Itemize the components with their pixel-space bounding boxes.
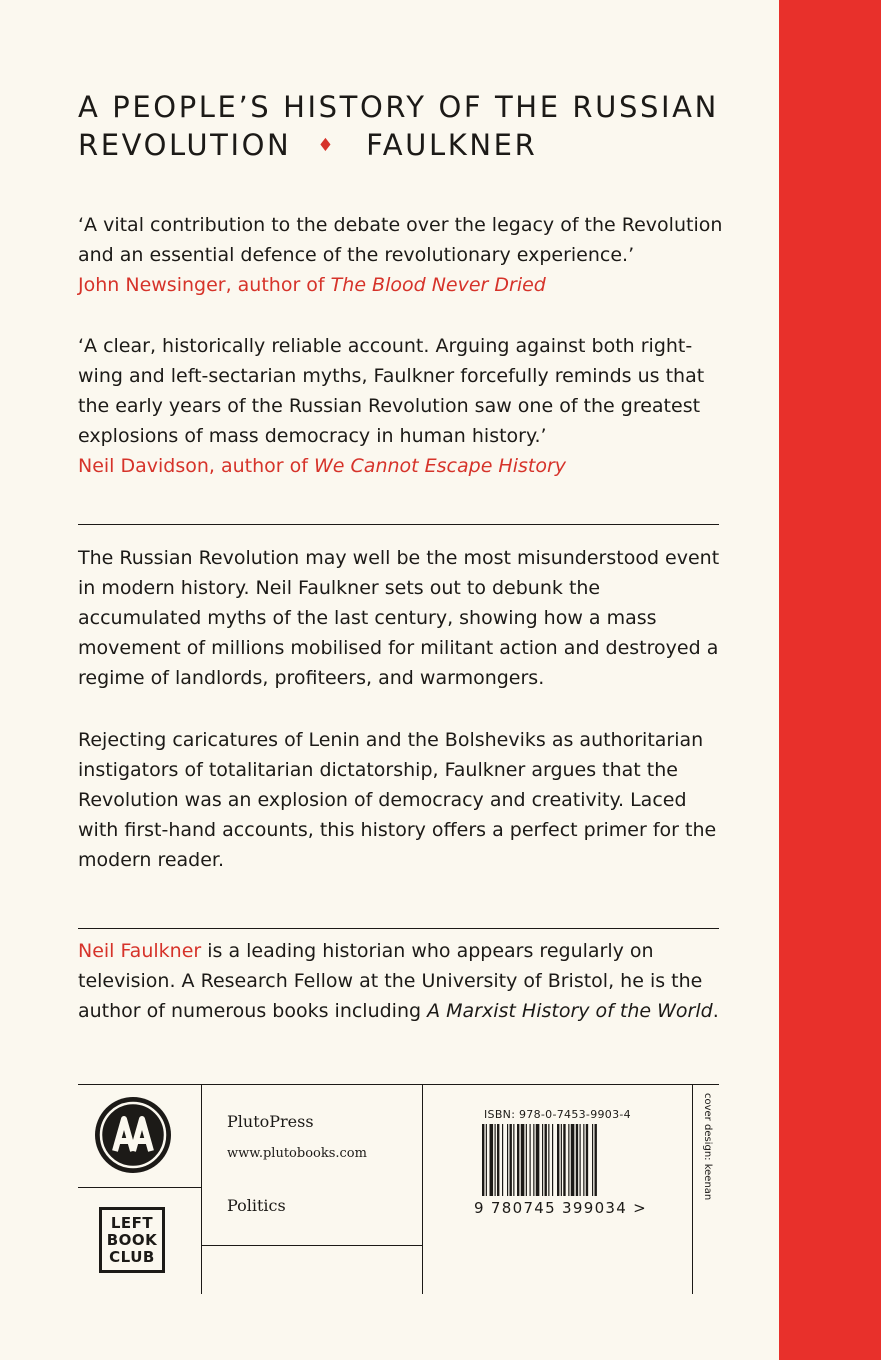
quote-attribution: Neil Davidson, author of We Cannot Escape History	[78, 455, 567, 477]
book-title	[78, 88, 738, 169]
barcode-bar	[542, 1124, 543, 1196]
quote-attribution: John Newsinger, author of The Blood Never Dried	[78, 274, 546, 296]
barcode-bar	[563, 1124, 565, 1196]
barcode-bar	[568, 1124, 569, 1196]
barcode-bar	[530, 1124, 531, 1196]
barcode-bar	[510, 1124, 512, 1196]
quote-text: ‘A vital contribution to the debate over the legacy of the Revolution and an essential defence of the revolutionary experience.’	[78, 214, 723, 266]
book-category: Politics	[227, 1196, 286, 1215]
title-author: FAULKNER	[366, 128, 538, 162]
divider	[78, 928, 719, 929]
title-line-2: REVOLUTION	[78, 128, 292, 162]
divider	[78, 524, 719, 525]
barcode-bar	[495, 1124, 496, 1196]
barcode-bar	[592, 1124, 593, 1196]
barcode-bar	[490, 1124, 494, 1196]
red-spine-strip	[779, 0, 881, 1360]
footer-divider	[201, 1245, 422, 1246]
barcode-bar	[595, 1124, 597, 1196]
footer-divider	[422, 1084, 423, 1294]
isbn-label: ISBN: 978-0-7453-9903-4	[484, 1108, 631, 1121]
barcode-bar	[586, 1124, 588, 1196]
barcode-bar	[571, 1124, 575, 1196]
diamond-icon: ♦	[317, 135, 337, 156]
publisher-name: PlutoPress	[227, 1112, 314, 1131]
footer-top-rule	[78, 1084, 719, 1085]
blurb-paragraph-1: The Russian Revolution may well be the most misunderstood event in modern history. Neil Faulkner sets out to debunk the accumulated myths of the last century, showing how a mass movement of millions mobilised for militant action and destroyed a regime of landlords, profiteers, and warmongers.	[78, 547, 720, 689]
review-quote-2	[78, 331, 723, 481]
footer-divider	[201, 1084, 202, 1294]
barcode-bar	[545, 1124, 547, 1196]
title-line-1: A PEOPLE’S HISTORY OF THE RUSSIAN	[78, 90, 719, 124]
barcode-bar	[502, 1124, 503, 1196]
barcode-bar	[557, 1124, 559, 1196]
pluto-logo-icon	[95, 1097, 171, 1173]
barcode-bar	[517, 1124, 519, 1196]
barcode-bar	[536, 1124, 540, 1196]
barcode-icon	[480, 1124, 636, 1198]
barcode-bar	[486, 1124, 487, 1196]
barcode-bar	[497, 1124, 499, 1196]
left-book-club-logo: LEFT BOOK CLUB	[99, 1207, 165, 1273]
barcode-bar	[548, 1124, 549, 1196]
barcode-bar	[576, 1124, 578, 1196]
review-quote-1	[78, 210, 723, 300]
isbn-digits: 9 780745 399034 >	[474, 1199, 648, 1217]
barcode-bar	[580, 1124, 581, 1196]
barcode-bar	[552, 1124, 553, 1196]
barcode-bar	[513, 1124, 514, 1196]
barcode-bar	[561, 1124, 562, 1196]
barcode-bar	[583, 1124, 584, 1196]
barcode-bar	[533, 1124, 534, 1196]
author-bio: Neil Faulkner is a leading historian who appears regularly on television. A Research Fellow at the University of Bristol, he is the author of numerous books including A Marxist History of the World.	[78, 940, 719, 1022]
publisher-website[interactable]: www.plutobooks.com	[227, 1146, 367, 1161]
quote-text: ‘A clear, historically reliable account. Arguing against both right-wing and left-sectarian myths, Faulkner forcefully reminds us that the early years of the Russian Revolution saw one of the greatest explosions of mass democracy in human history.’	[78, 335, 705, 447]
footer-divider	[78, 1187, 201, 1188]
pluto-press-logo	[95, 1097, 171, 1173]
blurb-paragraph-2: Rejecting caricatures of Lenin and the Bolsheviks as authoritarian instigators of totalitarian dictatorship, Faulkner argues that the Revolution was an explosion of democracy and creativity. Laced with first-hand accounts, this history offers a perfect primer for the modern reader.	[78, 729, 717, 871]
barcode-bar	[507, 1124, 508, 1196]
barcode-bar	[526, 1124, 527, 1196]
footer-divider	[692, 1084, 693, 1294]
barcode-bar	[482, 1124, 484, 1196]
author-name: Neil Faulkner	[78, 940, 202, 962]
cover-credit: cover design: keenan	[702, 1093, 713, 1201]
barcode-bar	[521, 1124, 525, 1196]
